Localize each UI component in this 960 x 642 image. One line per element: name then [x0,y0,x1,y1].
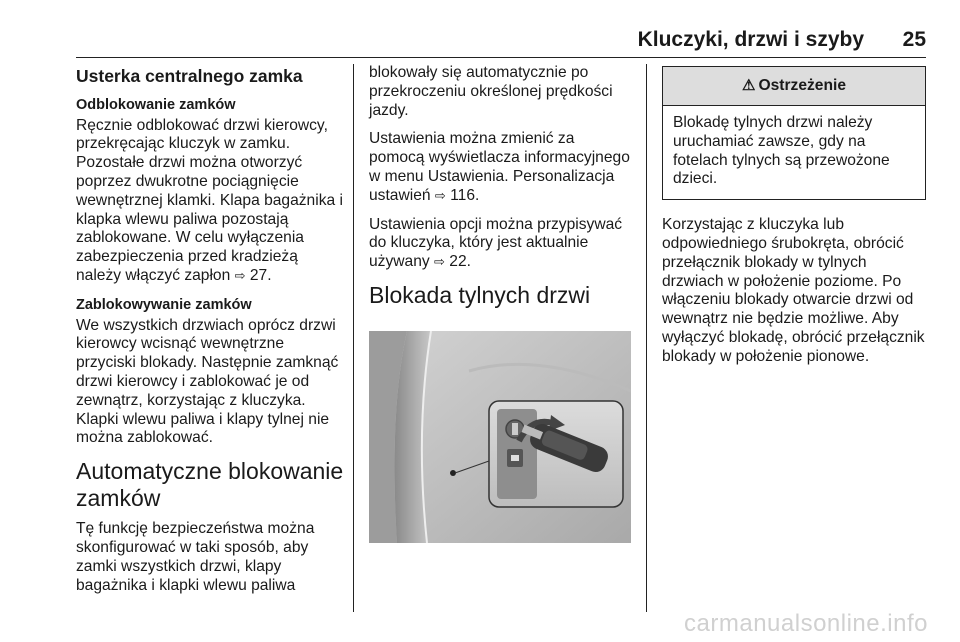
page-ref-link[interactable]: 22. [449,253,471,271]
warning-triangle-icon: ⚠ [742,76,756,94]
warning-text: Blokadę tylnych drzwi należy uruchamiać zawsze, gdy na fotelach tylnych są przewożone dzieci. [673,114,890,188]
child-lock-illustration [369,331,631,543]
page-ref-arrow-icon: ⇨ [234,267,246,283]
page-ref-link[interactable]: 116. [450,186,480,204]
heading-automatic-locking: Automatyczne blokowanie zamków [76,458,344,512]
page-ref-link[interactable]: 27. [249,266,272,284]
paragraph-key-assignment-text: Ustawienia opcji można przypisywać do kluczyka, który jest aktualnie używany [369,215,623,271]
header-rule [76,57,926,58]
paragraph-unlocking [76,117,346,286]
watermark: carmanualsonline.info [684,610,928,637]
warning-box [662,66,926,200]
warning-header [663,67,925,106]
paragraph-settings-text: Ustawienia można zmienić za pomocą wyświetlacza informacyjnego w menu Ustawienia. Personalizacja ustawień [369,130,630,204]
column-divider-2 [646,64,647,612]
column-left [76,64,346,605]
paragraph-locking: We wszystkich drzwiach oprócz drzwi kierowcy wcisnąć wewnętrzne przyciski blokady. Następnie zamknąć drzwi kierowcy i zablokować je od zewnątrz, korzystając z kluczyka. Klapki wlewu paliwa i klapy tylnej nie można zablokować. [76,316,339,447]
column-middle [369,64,634,549]
section-title-central-lock-failure: Usterka centralnego zamka [76,66,303,86]
paragraph-child-lock-instructions: Korzystając z kluczyka lub odpowiedniego śrubokręta, obrócić przełącznik blokady w tylnych drzwiach w położenie poziome. Po włączeniu blokady otwarcie drzwi od wewnątrz nie będzie możliwe. Aby wyłączyć blokadę, obrócić przełącznik blokady w położenie pionowe. [662,216,925,365]
paragraph-automatic-locking: Tę funkcję bezpieczeństwa można skonfigurować w taki sposób, aby zamki wszystkich drzwi, klapy bagażnika i klapki wlewu paliwa [76,520,315,594]
paragraph-unlocking-text: Ręcznie odblokować drzwi kierowcy, przekręcając kluczyk w zamku. Pozostałe drzwi można otworzyć poprzez dwukrotne pociągnięcie wewnętrznej klamki. Klapa bagażnika i klapka wlewu paliwa pozostają zablokowane. W celu wyłączenia zabezpieczenia przed kradzieżą należy włączyć zapłon [76,116,343,284]
paragraph-settings [369,130,634,205]
column-divider-1 [353,64,354,612]
page-number: 25 [902,28,926,51]
paragraph-key-assignment [369,216,634,272]
paragraph-auto-continued: blokowały się automatycznie po przekroczeniu określonej prędkości jazdy. [369,64,613,119]
page-header [76,24,926,58]
subheading-locking: Zablokowywanie zamków [76,296,252,313]
page-ref-arrow-icon: ⇨ [434,187,446,203]
warning-title: Ostrzeżenie [758,76,846,94]
subheading-unlocking: Odblokowanie zamków [76,96,236,113]
page-header-title: Kluczyki, drzwi i szyby [637,28,864,51]
heading-child-lock: Blokada tylnych drzwi [369,281,591,308]
column-right [662,64,926,377]
page-ref-arrow-icon: ⇨ [434,254,445,270]
